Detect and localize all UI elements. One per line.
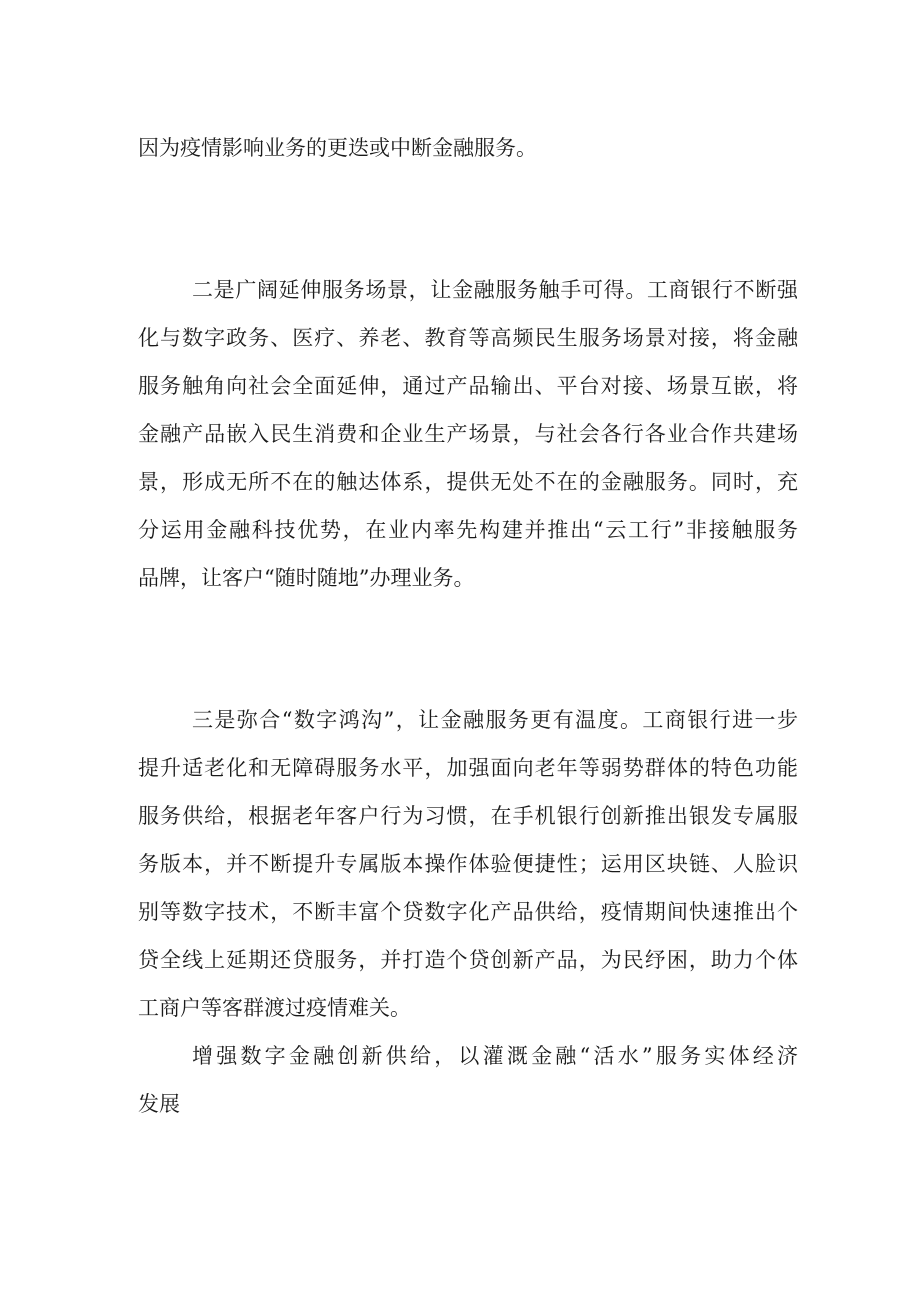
paragraph-2-line-3: 服务触角向社会全面延伸，通过产品输出、平台对接、场景互嵌，将: [138, 374, 798, 398]
paragraph-2-line-7: 品牌，让客户“随时随地”办理业务。: [138, 566, 475, 590]
paragraph-2-line-4: 金融产品嵌入民生消费和企业生产场景，与社会各行各业合作共建场: [138, 422, 798, 446]
paragraph-1-line-1: 因为疫情影响业务的更迭或中断金融服务。: [138, 136, 537, 160]
paragraph-2-line-5: 景，形成无所不在的触达体系，提供无处不在的金融服务。同时，充: [138, 470, 798, 494]
paragraph-3-line-7: 工商户等客群渡过疫情难关。: [138, 996, 411, 1020]
heading-line-1: 增强数字金融创新供给，以灌溉金融“活水”服务实体经济: [192, 1044, 798, 1068]
paragraph-3-line-3: 服务供给，根据老年客户行为习惯，在手机银行创新推出银发专属服: [138, 804, 798, 828]
paragraph-3-line-5: 别等数字技术，不断丰富个贷数字化产品供给，疫情期间快速推出个: [138, 900, 798, 924]
paragraph-3-line-2: 提升适老化和无障碍服务水平，加强面向老年等弱势群体的特色功能: [138, 756, 798, 780]
paragraph-3-line-4: 务版本，并不断提升专属版本操作体验便捷性；运用区块链、人脸识: [138, 852, 798, 876]
paragraph-2-line-2: 化与数字政务、医疗、养老、教育等高频民生服务场景对接，将金融: [138, 326, 798, 350]
paragraph-2-line-6: 分运用金融科技优势，在业内率先构建并推出“云工行”非接触服务: [138, 518, 798, 542]
heading-line-2: 发展: [138, 1092, 180, 1116]
paragraph-3-line-1: 三是弥合“数字鸿沟”，让金融服务更有温度。工商银行进一步: [192, 708, 798, 732]
paragraph-3-line-6: 贷全线上延期还贷服务，并打造个贷创新产品，为民纾困，助力个体: [138, 948, 798, 972]
paragraph-2-line-1: 二是广阔延伸服务场景，让金融服务触手可得。工商银行不断强: [192, 278, 798, 302]
